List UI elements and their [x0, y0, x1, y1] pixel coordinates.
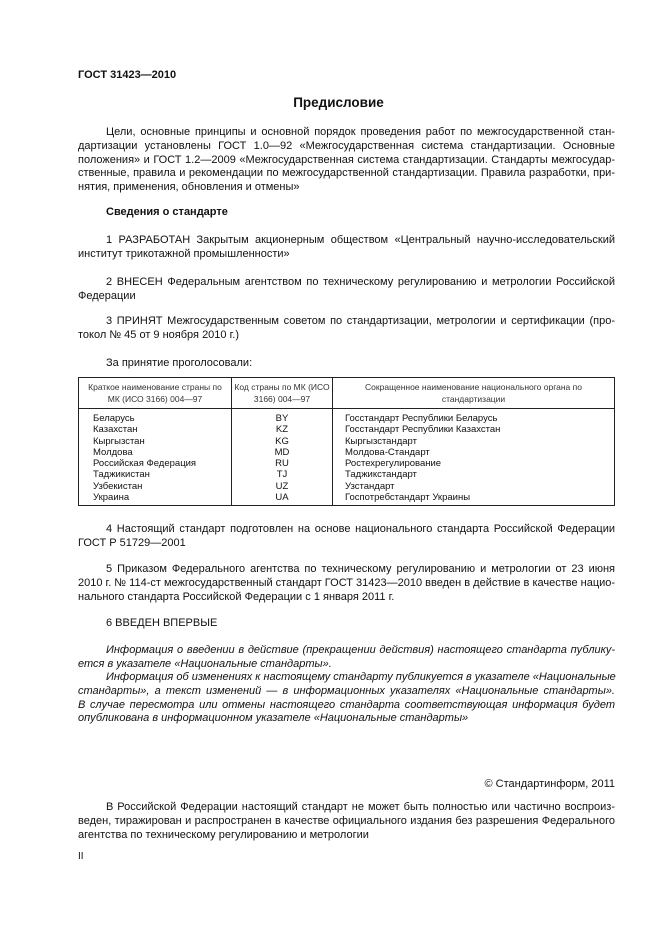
item-4 — [78, 523, 615, 551]
text-line: ется в указателе «Национальные стандарты». — [78, 657, 332, 670]
page-number: II — [78, 851, 84, 862]
text-line: нятия, применения, обновления и отмены» — [78, 181, 300, 194]
text-line: ГОСТ Р 51729—2001 — [78, 536, 186, 549]
country-cell: Кыргызстан — [79, 436, 232, 447]
col-header-country: Краткое наименование страны по МК (ИСО 3166) 004—97 — [79, 378, 232, 409]
country-cell: Беларусь — [79, 409, 232, 425]
text-line: В случае пересмотра или отмены настоящего стандарта соответствующая информация будет — [78, 698, 615, 711]
text-line: 5 Приказом Федерального агентства по техническому регулированию и метрологии от 23 июня — [106, 563, 615, 575]
item-3 — [78, 315, 615, 343]
text-line: 4 Настоящий стандарт подготовлен на основе национального стандарта Российской Федерации — [106, 523, 615, 535]
text-line: опубликована в информационном указателе «Национальные стандарты» — [78, 712, 469, 725]
text-line: токол № 45 от 9 ноября 2010 г.) — [78, 328, 239, 341]
text-line: Информация об изменениях к настоящему стандарту публикуется в указателе «Национальные — [106, 671, 616, 683]
country-cell: Российская Федерация — [79, 458, 232, 469]
body-cell: Госстандарт Республики Казахстан — [333, 424, 615, 435]
body-cell: Таджикстандарт — [333, 469, 615, 480]
table-row — [79, 436, 615, 447]
info-paragraph-2 — [78, 671, 615, 726]
body-cell: Узстандарт — [333, 481, 615, 492]
item-5 — [78, 563, 615, 604]
page-title: Предисловие — [293, 95, 384, 110]
country-cell: Украина — [79, 492, 232, 506]
text-line: веден, тиражирован и распространен в качестве официального издания без разрешения Федерального — [78, 814, 615, 827]
table-row — [79, 447, 615, 458]
table-row — [79, 469, 615, 480]
text-line: положения» и ГОСТ 1.2—2009 «Межгосударственная система стандартизации. Стандарты межгосудар- — [78, 153, 615, 166]
info-paragraph-1 — [78, 644, 615, 672]
body-cell: Ростехрегулирование — [333, 458, 615, 469]
col-header-code: Код страны по МК (ИСО 3166) 004—97 — [232, 378, 333, 409]
code-cell: RU — [232, 458, 333, 469]
text-line: В Российской Федерации настоящий стандарт не может быть полностью или частично воспроиз- — [106, 801, 615, 813]
code-cell: UZ — [232, 481, 333, 492]
code-cell: UA — [232, 492, 333, 506]
body-cell: Госстандарт Республики Беларусь — [333, 409, 615, 425]
text-line: Цели, основные принципы и основной порядок проведения работ по межгосударственной стан- — [106, 126, 615, 138]
table-row — [79, 424, 615, 435]
text-line: 2 ВНЕСЕН Федеральным агентством по техническому регулированию и метрологии Российской — [106, 276, 615, 288]
text-line: 3 ПРИНЯТ Межгосударственным советом по стандартизации, метрологии и сертификации (про- — [106, 315, 615, 327]
intro-paragraph — [78, 126, 615, 195]
col-header-body: Сокращенное наименование национального органа по стандартизации — [333, 378, 615, 409]
vote-label: За принятие проголосовали: — [106, 357, 253, 369]
text-line: агентства по техническому регулированию и метрологии — [78, 828, 369, 841]
code-cell: TJ — [232, 469, 333, 480]
copyright: © Стандартинформ, 2011 — [484, 778, 615, 790]
country-cell: Молдова — [79, 447, 232, 458]
country-cell: Узбекистан — [79, 481, 232, 492]
text-line: Федерации — [78, 289, 136, 302]
section-heading: Сведения о стандарте — [106, 206, 228, 218]
table-row — [79, 481, 615, 492]
table-row — [79, 409, 615, 425]
code-cell: MD — [232, 447, 333, 458]
text-line: институт трикотажной промышленности» — [78, 247, 290, 260]
item-2 — [78, 276, 615, 304]
code-cell: BY — [232, 409, 333, 425]
text-line: 2010 г. № 114-ст межгосударственный стандарт ГОСТ 31423—2010 введен в действие в качестве нацио- — [78, 576, 616, 589]
item-6: 6 ВВЕДЕН ВПЕРВЫЕ — [106, 617, 218, 629]
country-cell: Казахстан — [79, 424, 232, 435]
table-row — [79, 492, 615, 506]
voting-table — [78, 377, 615, 506]
text-line: 1 РАЗРАБОТАН Закрытым акционерным обществом «Центральный научно-исследовательский — [106, 234, 615, 246]
text-line: Информация о введении в действие (прекращении действия) настоящего стандарта публику- — [106, 644, 615, 656]
table-row — [79, 458, 615, 469]
text-line: ственные, правила и рекомендации по межгосударственной стандартизации. Правила разработки, при- — [78, 167, 615, 180]
document-header: ГОСТ 31423—2010 — [78, 69, 177, 81]
body-cell: Молдова-Стандарт — [333, 447, 615, 458]
text-line: нального стандарта Российской Федерации с 1 января 2011 г. — [78, 590, 395, 603]
notice-paragraph — [78, 801, 615, 842]
code-cell: KG — [232, 436, 333, 447]
body-cell: Кыргызстандарт — [333, 436, 615, 447]
item-1 — [78, 234, 615, 262]
body-cell: Госпотребстандарт Украины — [333, 492, 615, 506]
code-cell: KZ — [232, 424, 333, 435]
text-line: дартизации установлены ГОСТ 1.0—92 «Межгосударственная система стандартизации. Основные — [78, 139, 615, 152]
country-cell: Таджикистан — [79, 469, 232, 480]
text-line: стандарты», а текст изменений — в информационных указателях «Национальные стандарты». — [78, 684, 615, 697]
